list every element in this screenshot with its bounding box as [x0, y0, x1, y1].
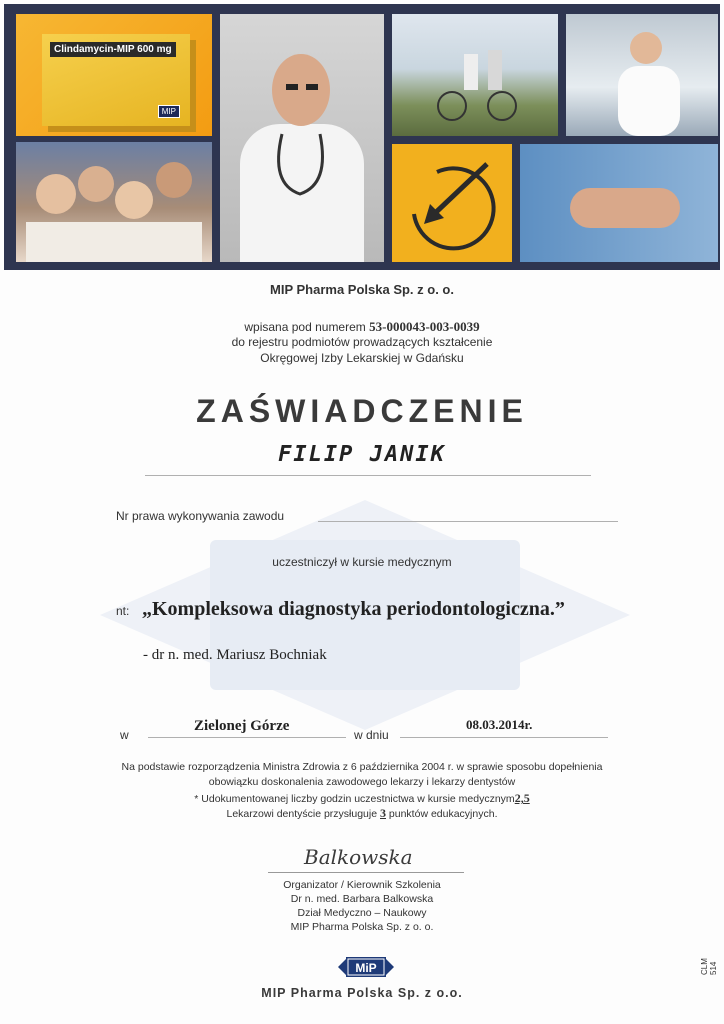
lab-scientist-photo: [566, 14, 718, 136]
header-photo-collage: [4, 4, 720, 270]
doctor-photo: [220, 14, 384, 262]
course-place: Zielonej Górze: [194, 718, 290, 734]
name-underline: [145, 475, 591, 476]
date-underline: [400, 737, 608, 738]
signature-line: [268, 872, 464, 873]
issuer-company: MIP Pharma Polska Sp. z o. o.: [270, 282, 454, 297]
organizer-department: Dział Medyczno – Naukowy: [297, 907, 427, 919]
place-underline: [148, 737, 346, 738]
organizer-company: MIP Pharma Polska Sp. z o. o.: [290, 921, 434, 933]
product-box-image: [16, 14, 212, 136]
footer-company-name: MIP Pharma Polska Sp. z o.o.: [261, 986, 463, 1000]
organizer-signature: [298, 838, 428, 874]
certificate-title: ZAŚWIADCZENIE: [196, 393, 528, 429]
legal-line-2: obowiązku doskonalenia zawodowego lekarzy i lekarzy dentystów: [208, 776, 516, 788]
svg-text:Balkowska: Balkowska: [304, 845, 413, 869]
document-code: CLM 514: [700, 958, 718, 975]
license-underline: [318, 521, 618, 522]
place-prefix: w: [120, 728, 129, 742]
registration-line-3: Okręgowej Izby Lekarskiej w Gdańsku: [260, 351, 464, 365]
course-date: 08.03.2014r.: [466, 717, 533, 732]
organizer-name: Dr n. med. Barbara Balkowska: [290, 893, 434, 905]
registration-line-2: do rejestru podmiotów prowadzących kształcenie: [231, 335, 493, 349]
legal-line-4: Lekarzowi dentyście przysługuje 3 punktów edukacyjnych.: [226, 806, 498, 820]
topic-prefix: nt:: [116, 604, 130, 618]
recipient-name: FILIP JANIK: [278, 442, 446, 467]
organizer-role: Organizator / Kierownik Szkolenia: [283, 879, 441, 891]
cyclists-photo: [392, 14, 558, 136]
participation-text: uczestniczył w kursie medycznym: [272, 555, 452, 569]
medicine-package: [42, 34, 190, 126]
product-label: Clindamycin-MIP 600 mg: [50, 42, 176, 57]
legal-line-3: * Udokumentowanej liczby godzin uczestnictwa w kursie medycznym2,5: [194, 791, 530, 805]
family-photo: [16, 142, 212, 262]
registration-line-1: wpisana pod numerem 53-000043-003-0039: [244, 319, 480, 334]
arrow-logo-tile: [392, 144, 512, 262]
mip-logo-icon: [338, 955, 394, 979]
course-topic: „Kompleksowa diagnostyka periodontologiczna.”: [142, 598, 565, 620]
svg-text:MiP: MiP: [355, 961, 377, 975]
legal-line-1: Na podstawie rozporządzenia Ministra Zdrowia z 6 października 2004 r. w sprawie sposobu dopełnienia: [121, 761, 603, 773]
license-label: Nr prawa wykonywania zawodu: [116, 509, 285, 523]
product-logo: MIP: [158, 105, 180, 118]
date-prefix: w dniu: [354, 728, 389, 742]
course-hours: 2,5: [514, 791, 530, 805]
education-points: 3: [380, 806, 386, 820]
handshake-photo: [520, 144, 718, 262]
lecturer: - dr n. med. Mariusz Bochniak: [143, 647, 327, 663]
registration-number: 53-000043-003-0039: [369, 319, 480, 334]
